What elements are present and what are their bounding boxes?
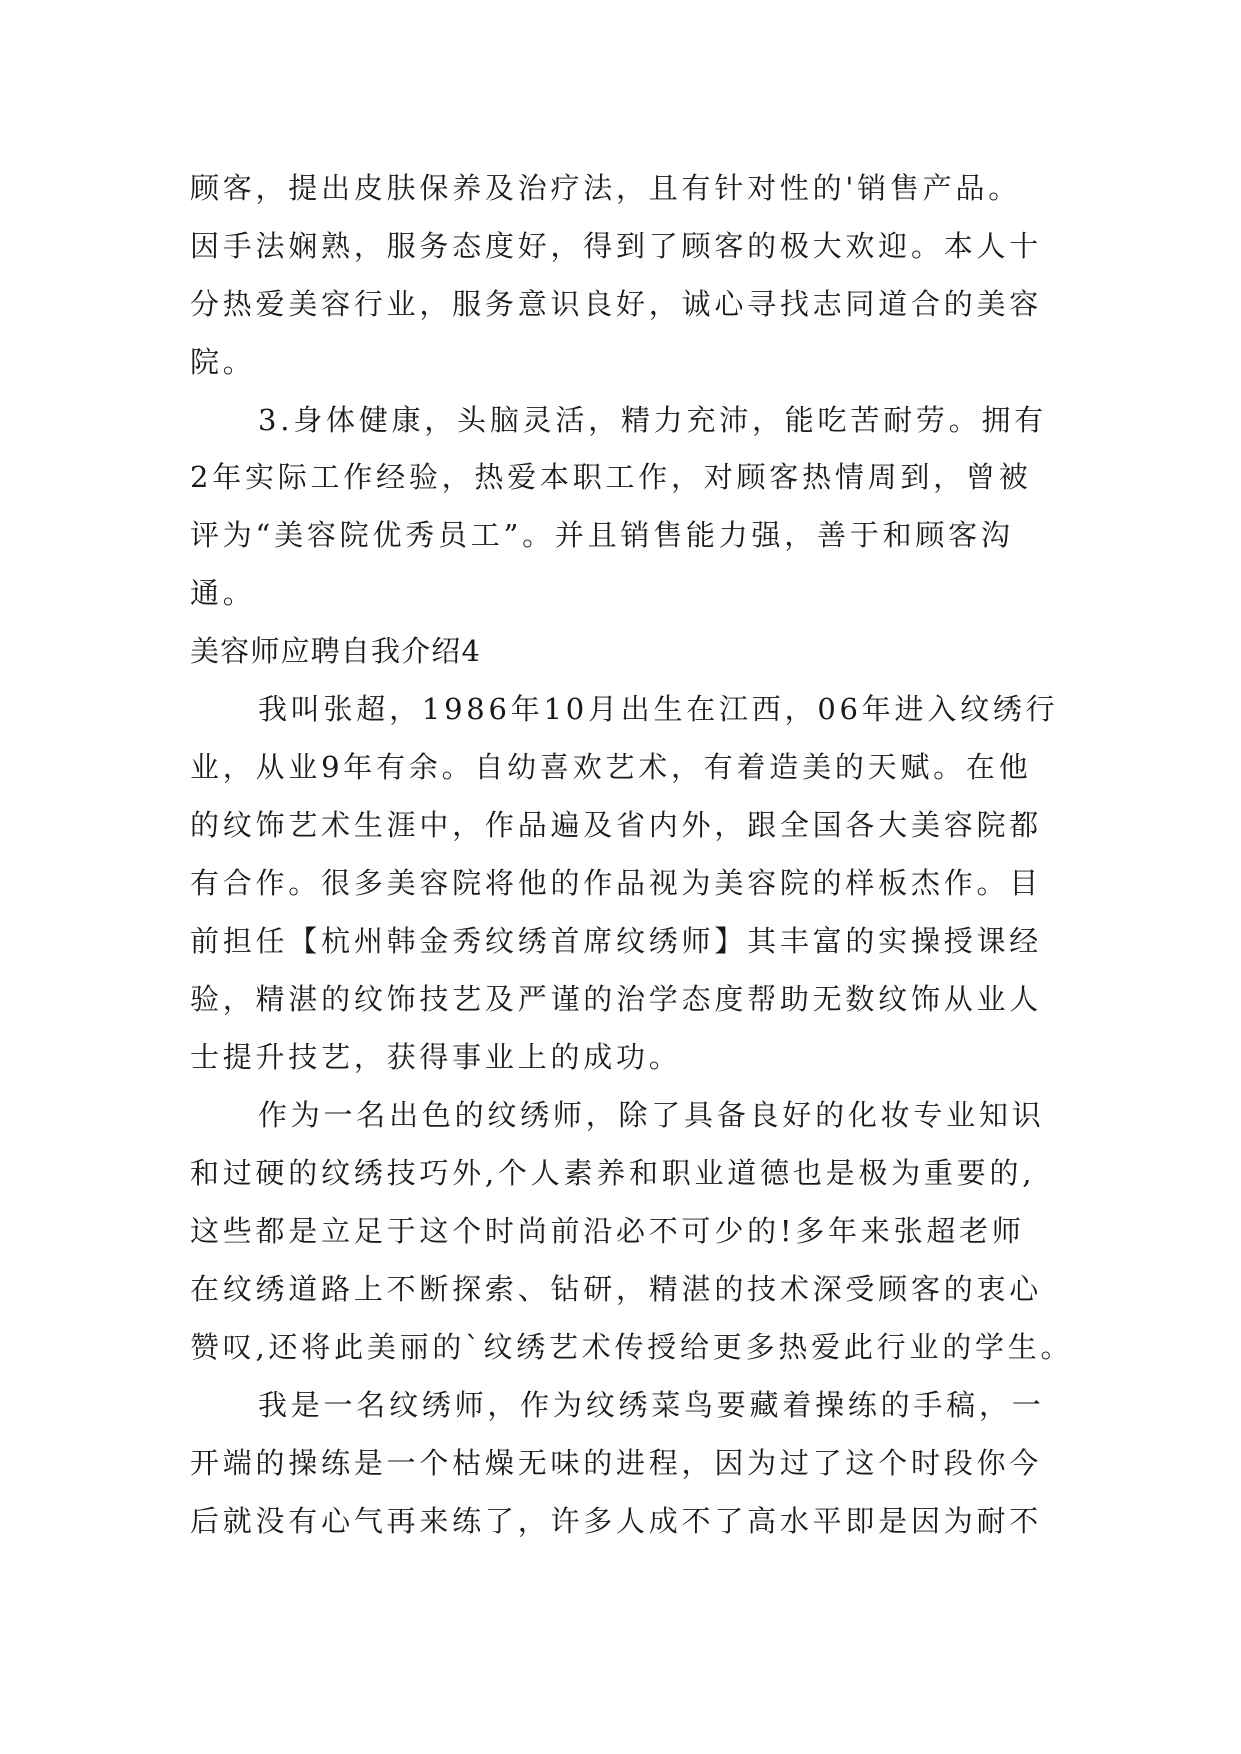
text-line: 我叫张超，1986年10月出生在江西，06年进入纹绣行 <box>258 692 1059 726</box>
text-line: 在纹绣道路上不断探索、钻研，精湛的技术深受顾客的衷心 <box>190 1272 1043 1306</box>
text-line: 我是一名纹绣师，作为纹绣菜鸟要藏着操练的手稿，一 <box>258 1388 1045 1422</box>
text-line: 赞叹,还将此美丽的`纹绣艺术传授给更多热爱此行业的学生。 <box>190 1330 1074 1364</box>
text-line: 这些都是立足于这个时尚前沿必不可少的!多年来张超老师 <box>190 1214 1025 1248</box>
text-line: 开端的操练是一个枯燥无味的进程，因为过了这个时段你今 <box>190 1446 1043 1480</box>
text-line: 顾客，提出皮肤保养及治疗法，且有针对性的'销售产品。 <box>190 171 1021 205</box>
text-line: 3.身体健康，头脑灵活，精力充沛，能吃苦耐劳。拥有 <box>258 403 1047 437</box>
text-line: 2年实际工作经验，热爱本职工作，对顾客热情周到，曾被 <box>190 460 1032 494</box>
text-line: 前担任【杭州韩金秀纹绣首席纹绣师】其丰富的实操授课经 <box>190 924 1043 958</box>
text-line: 作为一名出色的纹绣师，除了具备良好的化妆专业知识 <box>258 1098 1045 1132</box>
text-line: 因手法娴熟，服务态度好，得到了顾客的极大欢迎。本人十 <box>190 229 1043 263</box>
section-heading: 美容师应聘自我介绍4 <box>190 634 482 668</box>
text-line: 通。 <box>190 576 256 610</box>
text-line: 的纹饰艺术生涯中，作品遍及省内外，跟全国各大美容院都 <box>190 808 1043 842</box>
text-line: 评为“美容院优秀员工”。并且销售能力强，善于和顾客沟 <box>190 518 1014 552</box>
text-line: 业，从业9年有余。自幼喜欢艺术，有着造美的天赋。在他 <box>190 750 1032 784</box>
text-line: 院。 <box>190 345 256 379</box>
text-line: 后就没有心气再来练了，许多人成不了高水平即是因为耐不 <box>190 1504 1043 1538</box>
text-line: 分热爱美容行业，服务意识良好，诚心寻找志同道合的美容 <box>190 287 1043 321</box>
text-line: 验，精湛的纹饰技艺及严谨的治学态度帮助无数纹饰从业人 <box>190 982 1043 1016</box>
text-line: 和过硬的纹绣技巧外,个人素养和职业道德也是极为重要的, <box>190 1156 1036 1190</box>
text-line: 有合作。很多美容院将他的作品视为美容院的样板杰作。目 <box>190 866 1043 900</box>
text-line: 士提升技艺，获得事业上的成功。 <box>190 1040 682 1074</box>
